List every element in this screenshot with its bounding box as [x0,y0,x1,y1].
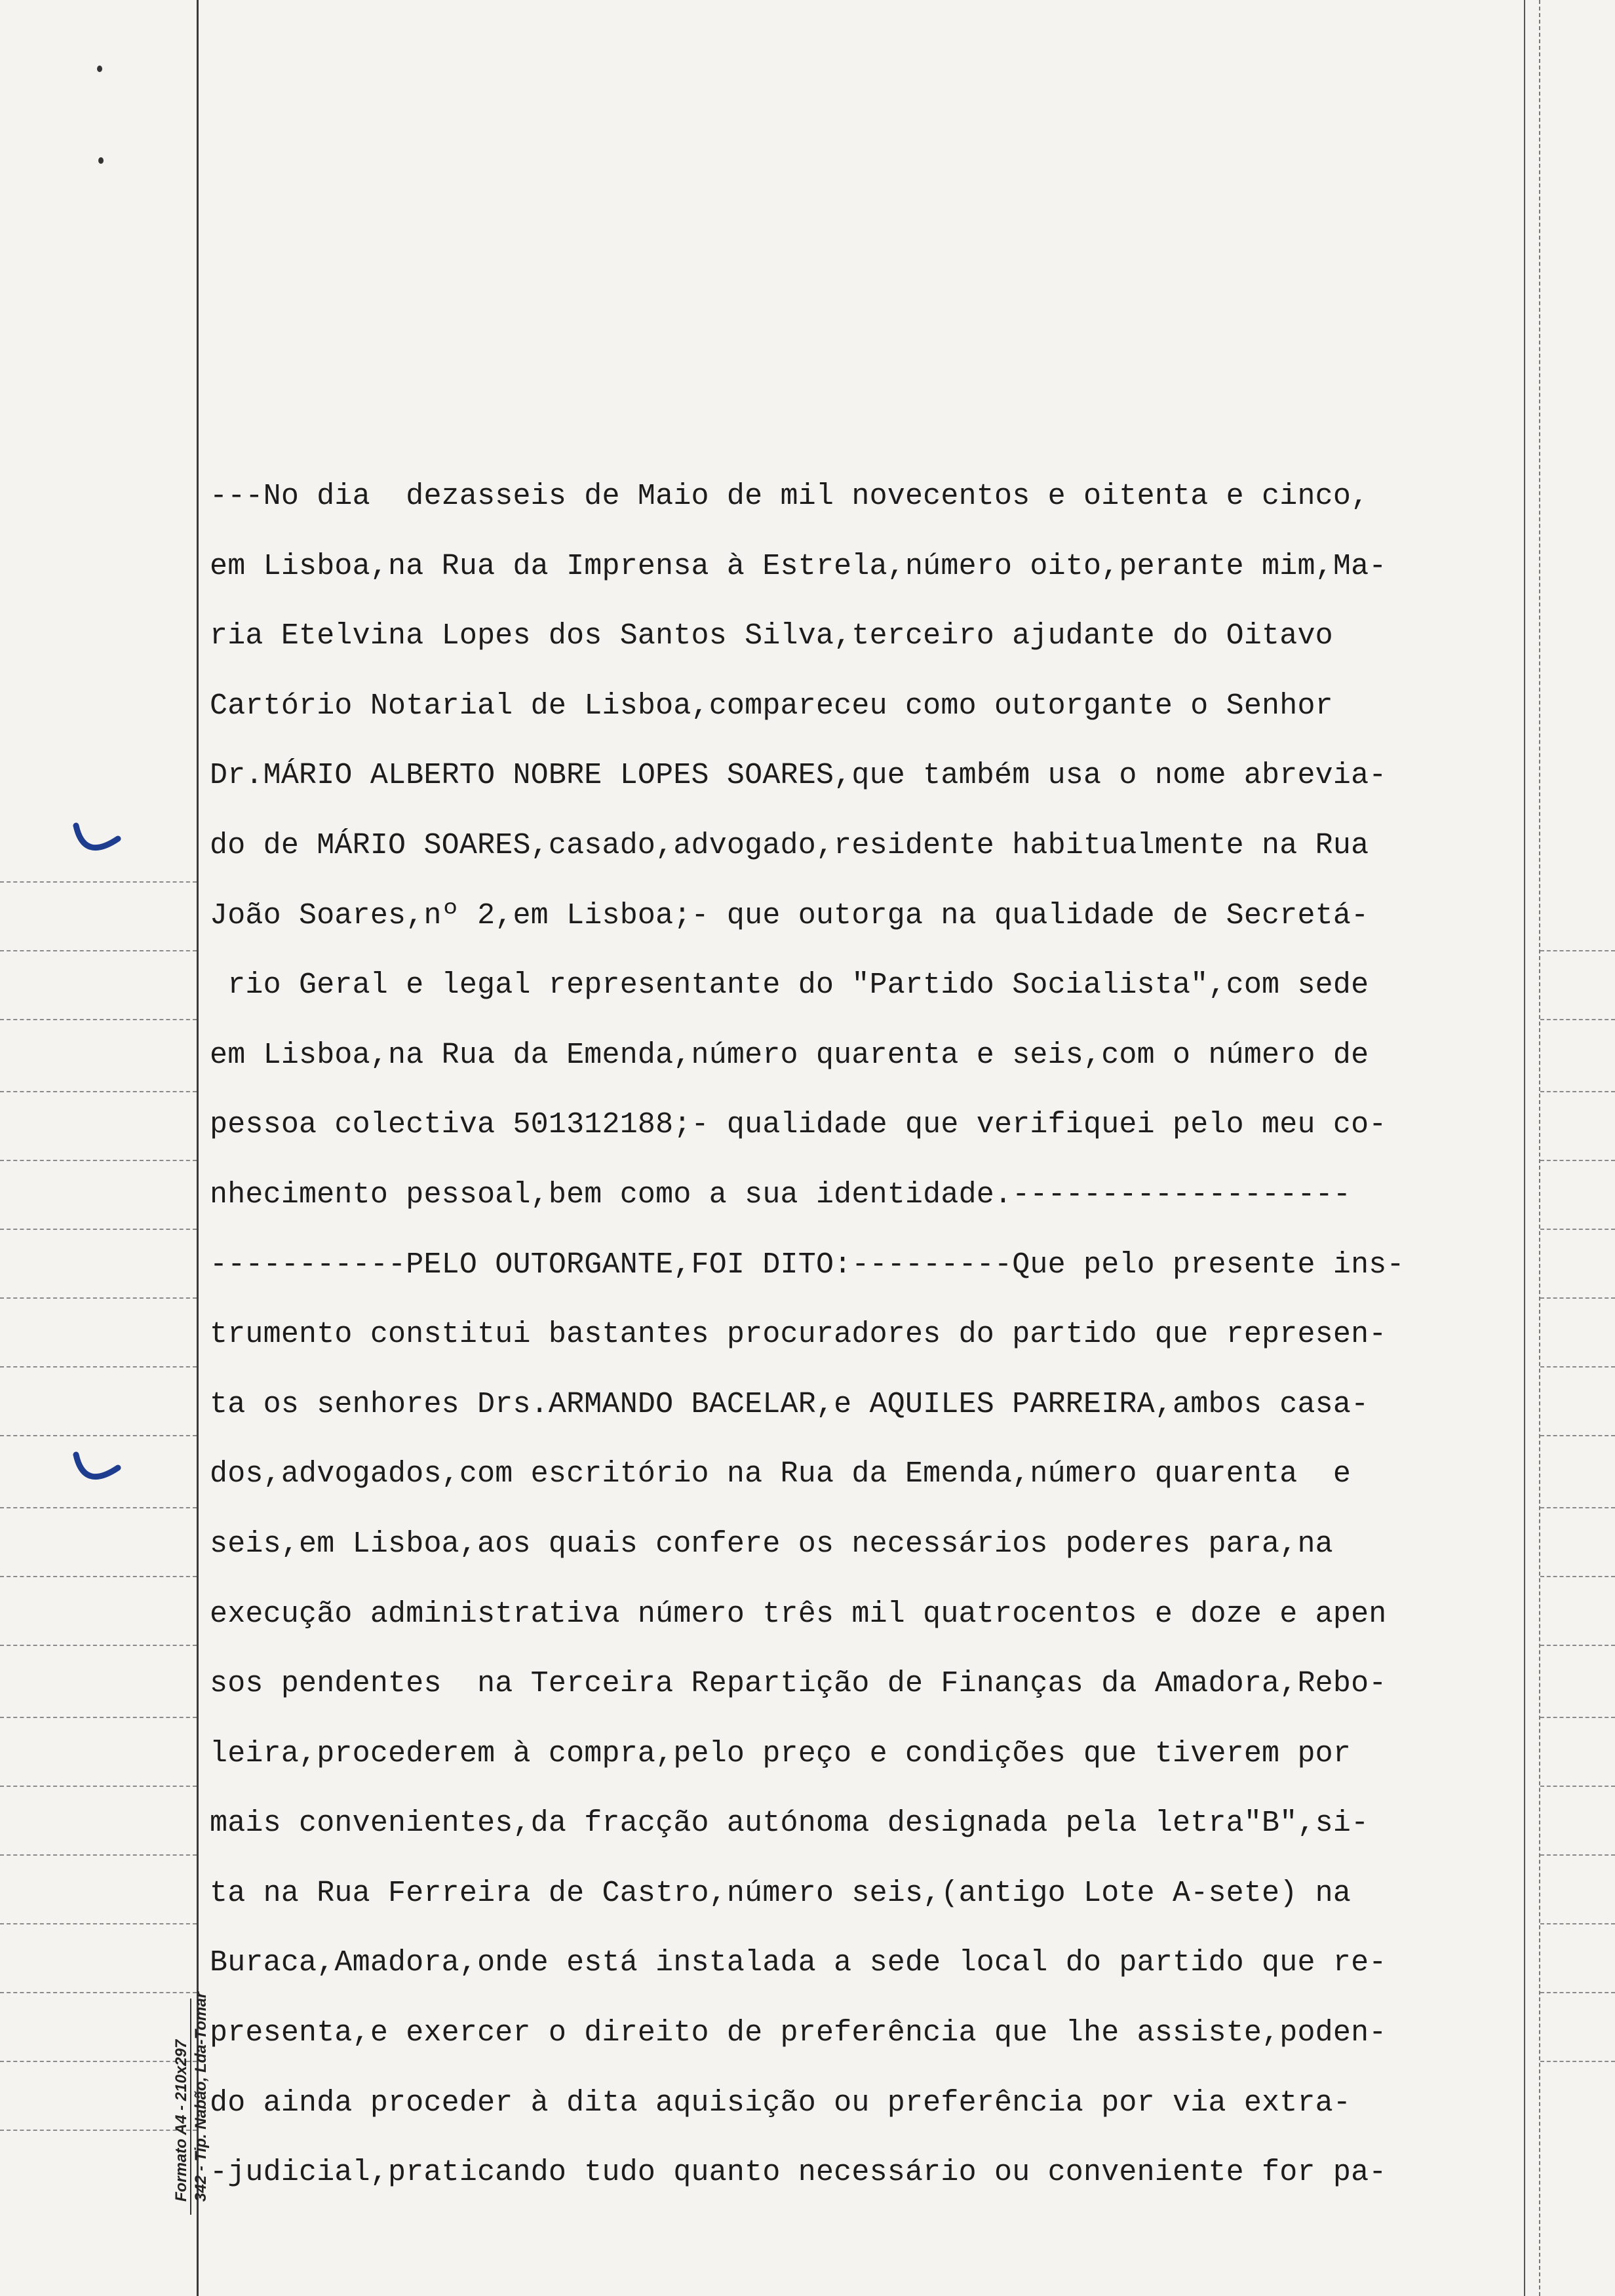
right-rule [1540,1297,1615,1299]
right-rule [1540,1019,1615,1020]
punch-hole-mark [71,1442,123,1494]
text-line: ta na Rua Ferreira de Castro,número seis,(antigo Lote A-sete) na [210,1876,1352,1910]
gutter-rule [0,881,197,883]
right-rule [1540,1645,1615,1646]
text-line: Cartório Notarial de Lisboa,compareceu como outorgante o Senhor [210,689,1333,723]
text-line: rio Geral e legal representante do "Partido Socialista",com sede [210,968,1369,1003]
text-line: do ainda proceder à dita aquisição ou preferência por via extra- [210,2086,1352,2120]
gutter-rule [0,950,197,951]
right-rule [1540,1576,1615,1577]
text-line: -judicial,praticando tudo quanto necessário ou conveniente for pa- [210,2156,1387,2190]
gutter-rule [0,1645,197,1646]
text-line: João Soares,nº 2,em Lisboa;- que outorga na qualidade de Secretá- [210,898,1369,932]
text-line: -----------PELO OUTORGANTE,FOI DITO:---------Que pelo presente ins- [210,1248,1405,1282]
text-line: mais convenientes,da fracção autónoma designada pela letra"B",si- [210,1807,1369,1841]
text-line: do de MÁRIO SOARES,casado,advogado,residente habitualmente na Rua [210,828,1369,862]
right-dashed-guide [1539,0,1540,2296]
text-line: trumento constitui bastantes procuradores do partido que represen- [210,1318,1387,1352]
right-rule [1540,1229,1615,1230]
printer-label: 342 - Tip. Nabão, Lda-Tomar [192,1991,210,2202]
gutter-rule [0,1576,197,1577]
ink-speck [97,66,102,72]
paper-format-label: Formato A4 - 210x297 [172,2039,190,2202]
gutter-rule [0,2061,197,2062]
gutter-rule [0,1786,197,1787]
text-line: pessoa colectiva 501312188;- qualidade que verifiquei pelo meu co- [210,1108,1387,1142]
right-rule [1540,1091,1615,1092]
right-rule [1540,1786,1615,1787]
text-line: em Lisboa,na Rua da Imprensa à Estrela,número oito,perante mim,Ma- [210,549,1387,583]
right-rule [1540,1507,1615,1508]
gutter-rule [0,1507,197,1508]
text-line: ---No dia dezasseis de Maio de mil novecentos e oitenta e cinco, [210,480,1369,513]
punch-hole-mark [71,813,123,865]
gutter-rule [0,1091,197,1092]
gutter-rule [0,1992,197,1993]
text-line: Dr.MÁRIO ALBERTO NOBRE LOPES SOARES,que também usa o nome abrevia- [210,759,1387,793]
gutter-rule [0,1019,197,1020]
right-rule [1540,950,1615,951]
left-margin-line [197,0,199,2296]
gutter-rule [0,1717,197,1718]
text-line: ta os senhores Drs.ARMANDO BACELAR,e AQUILES PARREIRA,ambos casa- [210,1387,1369,1421]
gutter-rule [0,1854,197,1856]
text-line: em Lisboa,na Rua da Emenda,número quarenta e seis,com o número de [210,1038,1369,1072]
text-line: ria Etelvina Lopes dos Santos Silva,terceiro ajudante do Oitavo [210,619,1333,653]
gutter-rule [0,1366,197,1368]
gutter-rule [0,1229,197,1230]
text-line: dos,advogados,com escritório na Rua da Emenda,número quarenta e [210,1457,1352,1491]
gutter-rule [0,2130,197,2131]
gutter-rule [0,1435,197,1436]
right-rule [1540,1854,1615,1856]
right-rule [1540,1923,1615,1924]
right-rule [1540,1717,1615,1718]
text-line: nhecimento pessoal,bem como a sua identidade.------------------- [210,1177,1352,1212]
printer-imprint [172,1992,211,2202]
right-rule [1540,1160,1615,1161]
text-line: sos pendentes na Terceira Repartição de Finanças da Amadora,Rebo- [210,1667,1387,1701]
text-line: Buraca,Amadora,onde está instalada a sede local do partido que re- [210,1946,1387,1980]
text-line: presenta,e exercer o direito de preferência que lhe assiste,poden- [210,2016,1387,2050]
gutter-rule [0,1297,197,1299]
right-rule [1540,1366,1615,1368]
right-rule [1540,1992,1615,1993]
text-line: execução administrativa número três mil quatrocentos e doze e apen [210,1597,1387,1631]
text-line: seis,em Lisboa,aos quais confere os necessários poderes para,na [210,1527,1333,1561]
right-rule [1540,2061,1615,2062]
right-rule [1540,1435,1615,1436]
gutter-rule [0,1160,197,1161]
gutter-rule [0,1923,197,1924]
deed-body-text [210,462,1527,2208]
ink-speck [98,157,104,164]
text-line: leira,procederem à compra,pelo preço e condições que tiverem por [210,1736,1352,1770]
